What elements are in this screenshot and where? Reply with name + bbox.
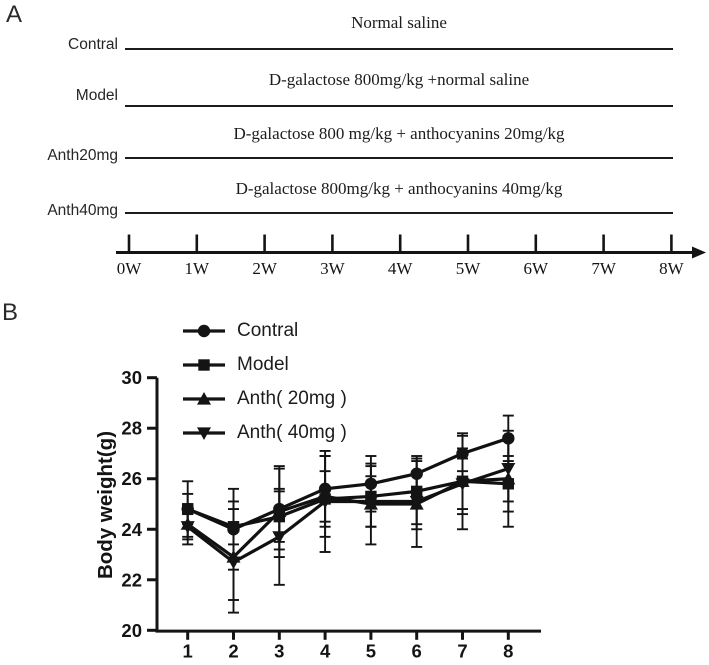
- timeline-tick-label: 2W: [252, 259, 277, 278]
- circle-marker-icon: [198, 325, 210, 337]
- legend-key-triangle-down: [182, 424, 226, 442]
- group-line-model: [125, 105, 673, 107]
- timeline-tick-label: 0W: [116, 259, 142, 278]
- triangle-down-marker-icon: [227, 556, 241, 569]
- treatment-text-model: D-galactose 800mg/kg +normal saline: [268, 70, 530, 89]
- legend-key-triangle-up: [182, 390, 226, 408]
- legend-key-square: [182, 356, 226, 374]
- treatment-text-anth40: D-galactose 800mg/kg + anthocyanins 40mg/kg: [235, 179, 563, 198]
- group-label-anth40: Anth40mg: [47, 202, 118, 219]
- group-label-model: Model: [75, 87, 118, 104]
- circle-marker-icon: [502, 432, 514, 444]
- x-tick-label: 4: [319, 640, 331, 662]
- legend-label: Model: [237, 354, 289, 375]
- group-label-anth20: Anth20mg: [47, 147, 118, 164]
- legend-item-anth-20mg: [182, 382, 347, 416]
- body-weight-chart: [85, 300, 645, 665]
- legend-key-circle: [182, 322, 226, 340]
- series-markers-triangle-down: [181, 463, 516, 569]
- legend-item-anth-40mg: [182, 416, 347, 450]
- x-tick-label: 5: [365, 640, 377, 662]
- legend-label: Anth( 40mg ): [237, 422, 347, 443]
- x-tick-label: 6: [411, 640, 422, 662]
- legend-label: Contral: [237, 320, 299, 341]
- timeline-tick-label: 3W: [320, 259, 345, 278]
- group-label-contral: Contral: [68, 36, 118, 53]
- group-line-anth40: [125, 212, 673, 214]
- treatment-text-anth20: D-galactose 800 mg/kg + anthocyanins 20mg/kg: [233, 124, 565, 143]
- panel-b-label: B: [2, 299, 19, 326]
- chart-legend: [182, 314, 347, 450]
- timeline-tick-label: 4W: [387, 259, 413, 278]
- x-tick-label: 7: [457, 640, 468, 662]
- y-tick-label: 24: [121, 518, 142, 540]
- timeline-axis: [95, 228, 709, 280]
- y-tick-label: 30: [121, 367, 142, 389]
- square-marker-icon: [198, 359, 209, 370]
- square-marker-icon: [411, 486, 422, 497]
- y-tick-label: 20: [121, 619, 142, 641]
- group-line-contral: [125, 48, 673, 50]
- x-tick-label: 2: [228, 640, 239, 662]
- y-tick-label: 26: [121, 468, 142, 490]
- panel-a-label: A: [6, 1, 23, 28]
- group-line-anth20: [125, 157, 673, 159]
- legend-item-contral: [182, 314, 347, 348]
- circle-marker-icon: [365, 478, 377, 490]
- timeline-tick-label: 6W: [523, 259, 549, 278]
- legend-label: Anth( 20mg ): [237, 388, 347, 409]
- y-tick-label: 22: [121, 569, 142, 591]
- circle-marker-icon: [411, 467, 423, 479]
- square-marker-icon: [228, 521, 239, 532]
- x-tick-label: 3: [274, 640, 285, 662]
- y-axis-title: Body weight(g): [94, 430, 117, 580]
- y-tick-label: 28: [121, 417, 142, 439]
- x-tick-label: 8: [503, 640, 514, 662]
- square-marker-icon: [182, 503, 193, 514]
- treatment-text-control: Normal saline: [351, 13, 447, 32]
- timeline-tick-label: 1W: [184, 259, 210, 278]
- timeline-arrowhead-icon: [692, 247, 706, 259]
- timeline-tick-label: 8W: [659, 259, 684, 278]
- timeline-tick-label: 7W: [591, 259, 616, 278]
- legend-item-model: [182, 348, 347, 382]
- x-tick-label: 1: [182, 640, 193, 662]
- timeline-tick-label: 5W: [455, 259, 481, 278]
- circle-marker-icon: [456, 447, 468, 459]
